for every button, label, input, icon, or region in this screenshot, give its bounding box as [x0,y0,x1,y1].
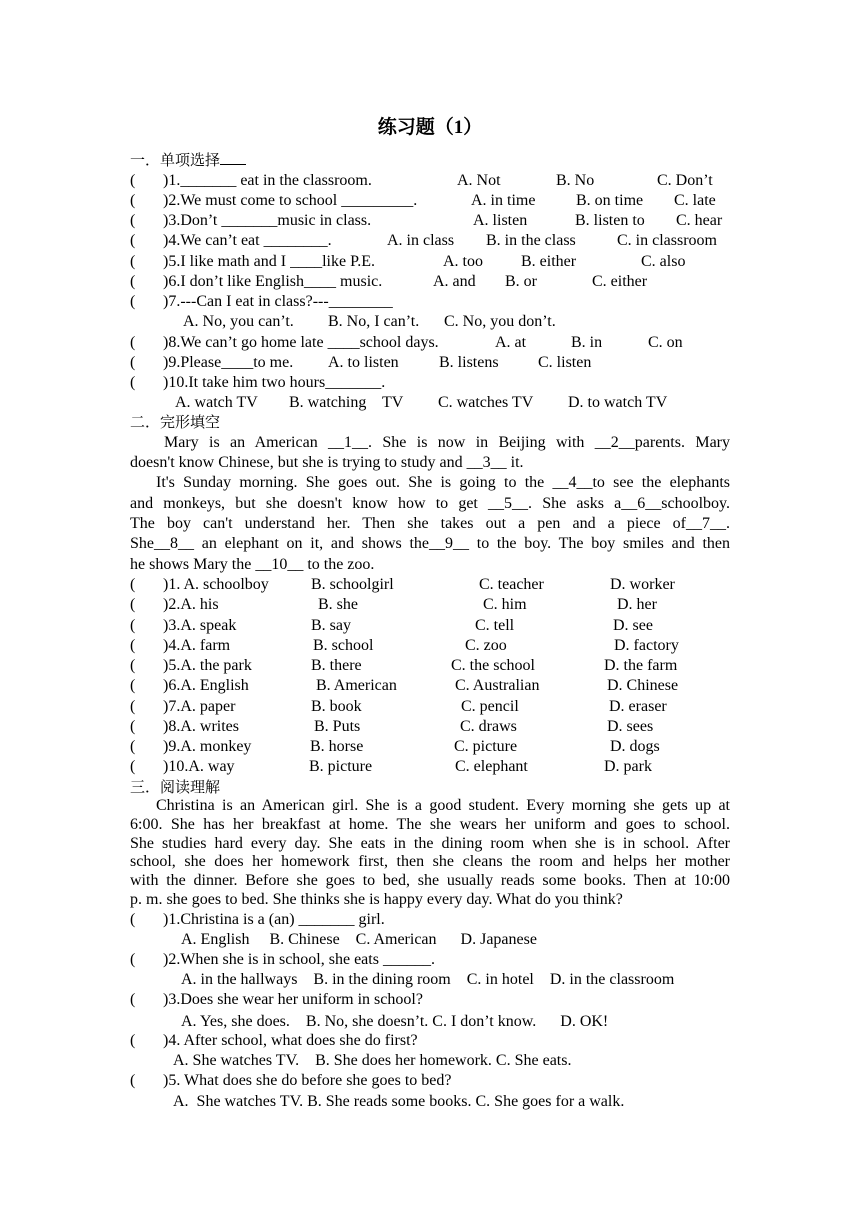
option-c: C. listen [538,354,592,371]
question-text: )3.Don’t _______music in class. [163,212,372,229]
cloze-paragraph-1-line-1: Mary is an American __1__. She is now in Beijing with __2__parents. Mary [164,434,730,451]
question-text: )1.Christina is a (an) _______ girl. [163,911,385,928]
answer-paren: ( [130,232,136,249]
option-a: )1. A. schoolboy [163,576,269,593]
answer-paren: ( [130,657,136,674]
question-text: )6.I don’t like English____ music. [163,273,383,290]
option-a: A. and [433,273,476,290]
answer-paren: ( [130,617,136,634]
answer-paren: ( [130,192,136,209]
answer-paren: ( [130,273,136,290]
reading-question [130,950,730,970]
option-c: C. draws [460,718,517,735]
option-a: )7.A. paper [163,698,236,715]
option-d: D. worker [610,576,675,593]
option-a: )8.A. writes [163,718,239,735]
option-c: C. Don’t [657,172,713,189]
question-text: )7.---Can I eat in class?---________ [163,293,393,310]
q7-options [183,312,683,332]
answer-paren: ( [130,212,136,229]
option-b: B. she [318,596,358,613]
option-c: C. late [674,192,716,209]
option-c: C. hear [676,212,723,229]
reading-passage-line: school, she does her homework first, then she cleans the room and helps her mother [130,853,730,870]
reading-passage-line: She studies hard every day. She eats in the dining room when she is in school. After [130,835,730,852]
answer-paren: ( [130,596,136,613]
option-d: D. dogs [610,738,660,755]
option-d: D. the farm [604,657,678,674]
option-c: C. pencil [461,698,519,715]
option-b: B. listen to [575,212,645,229]
answer-paren: ( [130,698,136,715]
option-b: B. No, I can’t. [328,313,420,330]
option-b: B. American [316,677,397,694]
option-a: A. No, you can’t. [183,313,294,330]
q10-options [175,393,695,413]
option-b: B. on time [576,192,644,209]
reading-question-options: A. She watches TV. B. She does her homework. C. She eats. [173,1052,572,1069]
reading-question [130,910,730,930]
single-choice-question [130,292,730,312]
answer-paren: ( [130,172,136,189]
option-a: A. Not [457,172,501,189]
answer-paren: ( [130,576,136,593]
option-b: B. watching TV [289,394,404,411]
option-a: )3.A. speak [163,617,237,634]
answer-paren: ( [130,334,136,351]
option-d: D. her [617,596,657,613]
option-b: B. school [313,637,374,654]
option-d: D. see [613,617,653,634]
option-c: C. the school [451,657,535,674]
cloze-question [130,737,730,757]
question-text: )8.We can’t go home late ____school days. [163,334,439,351]
cloze-question [130,757,730,777]
cloze-paragraph-2-line-4: She__8__ an elephant on it, and shows the__9__ to the boy. The boy smiles and then [130,535,730,552]
cloze-paragraph-2-line-5: he shows Mary the __10__ to the zoo. [130,556,375,573]
option-d: D. park [604,758,652,775]
section-2-heading: 二．完形填空 [130,413,221,431]
section-1-heading: 一．单项选择 [130,150,246,170]
option-a: A. to listen [328,354,399,371]
option-b: B. horse [310,738,364,755]
reading-question [130,1071,730,1091]
option-b: B. either [521,253,577,270]
cloze-paragraph-2-line-2: and monkeys, but she doesn't know how to get __5__. She asks a__6__schoolboy. [130,495,730,512]
reading-question-options: A. She watches TV. B. She reads some books. C. She goes for a walk. [173,1093,625,1110]
cloze-question [130,717,730,737]
cloze-question [130,697,730,717]
reading-question-options: A. in the hallways B. in the dining room C. in hotel D. in the classroom [181,971,675,988]
answer-paren: ( [130,253,136,270]
question-text: )9.Please____to me. [163,354,294,371]
cloze-question [130,616,730,636]
cloze-question [130,575,730,595]
answer-paren: ( [130,718,136,735]
option-a: )4.A. farm [163,637,231,654]
option-b: B. picture [309,758,373,775]
option-b: B. in the class [486,232,576,249]
reading-passage-line: Christina is an American girl. She is a good student. Every morning she gets up at [156,797,730,814]
option-c: C. picture [454,738,518,755]
option-a: )5.A. the park [163,657,252,674]
answer-paren: ( [130,677,136,694]
option-b: B. schoolgirl [311,576,394,593]
option-c: C. teacher [479,576,544,593]
option-a: A. watch TV [175,394,258,411]
reading-passage-line: with the dinner. Before she goes to bed, she usually reads some books. Then at 10:00 [130,872,730,889]
option-b: B. book [311,698,362,715]
answer-paren: ( [130,738,136,755]
cloze-question [130,595,730,615]
option-c: C. watches TV [438,394,534,411]
cloze-paragraph-2-line-1: It's Sunday morning. She goes out. She is going to the __4__to see the elephants [156,474,730,491]
question-text: )2.We must come to school _________. [163,192,418,209]
option-a: A. in time [471,192,536,209]
cloze-question [130,636,730,656]
option-b: B. Puts [314,718,361,735]
question-text: )10.It take him two hours_______. [163,374,386,391]
option-b: B. say [311,617,351,634]
reading-question [130,1031,730,1051]
page-title: 练习题（1） [377,117,483,138]
answer-paren: ( [130,1032,136,1049]
single-choice-question [130,211,730,231]
option-c: C. zoo [465,637,507,654]
option-d: D. factory [614,637,679,654]
single-choice-question [130,171,730,191]
option-a: )2.A. his [163,596,219,613]
cloze-paragraph-1-line-2: doesn't know Chinese, but she is trying to study and __3__ it. [130,454,524,471]
option-d: D. to watch TV [568,394,668,411]
answer-paren: ( [130,911,136,928]
cloze-question [130,676,730,696]
answer-paren: ( [130,637,136,654]
reading-question-options: A. English B. Chinese C. American D. Japanese [181,931,537,948]
single-choice-question [130,373,730,393]
option-c: C. in classroom [617,232,717,249]
option-c: C. either [592,273,648,290]
option-a: )10.A. way [163,758,235,775]
option-a: A. in class [387,232,455,249]
option-c: C. also [641,253,686,270]
question-text: )4.We can’t eat ________. [163,232,332,249]
answer-paren: ( [130,374,136,391]
reading-question [130,990,730,1010]
option-c: C. elephant [455,758,528,775]
option-d: D. eraser [609,698,667,715]
option-a: A. too [443,253,483,270]
option-c: C. on [648,334,683,351]
single-choice-question [130,252,730,272]
answer-paren: ( [130,758,136,775]
cloze-paragraph-2-line-3: The boy can't understand her. Then she takes out a pen and a piece of__7__. [130,515,730,532]
single-choice-question [130,191,730,211]
question-text: )3.Does she wear her uniform in school? [163,991,423,1008]
single-choice-question [130,272,730,292]
option-c: C. him [483,596,527,613]
single-choice-question [130,231,730,251]
reading-question-options: A. Yes, she does. B. No, she doesn’t. C. I don’t know. D. OK! [181,1013,609,1030]
answer-paren: ( [130,951,136,968]
option-d: D. sees [607,718,654,735]
question-text: )1._______ eat in the classroom. [163,172,372,189]
option-d: D. Chinese [607,677,679,694]
single-choice-question [130,333,730,353]
question-text: )5.I like math and I ____like P.E. [163,253,375,270]
answer-paren: ( [130,1072,136,1089]
option-a: A. listen [473,212,528,229]
answer-paren: ( [130,354,136,371]
option-b: B. in [571,334,603,351]
question-text: )4. After school, what does she do first? [163,1032,418,1049]
question-text: )5. What does she do before she goes to bed? [163,1072,452,1089]
reading-passage-line: p. m. she goes to bed. She thinks she is happy every day. What do you think? [130,891,623,908]
option-b: B. listens [439,354,499,371]
option-c: C. tell [475,617,515,634]
option-a: )9.A. monkey [163,738,252,755]
option-c: C. Australian [455,677,540,694]
option-b: B. or [505,273,537,290]
option-b: B. No [556,172,595,189]
reading-passage-line: 6:00. She has her breakfast at home. The she wears her uniform and goes to school. [130,816,730,833]
answer-paren: ( [130,293,136,310]
option-c: C. No, you don’t. [444,313,556,330]
option-a: )6.A. English [163,677,249,694]
answer-paren: ( [130,991,136,1008]
section-3-heading: 三．阅读理解 [130,778,221,796]
cloze-question [130,656,730,676]
option-a: A. at [495,334,527,351]
single-choice-question [130,353,730,373]
question-text: )2.When she is in school, she eats ______. [163,951,435,968]
option-b: B. there [311,657,362,674]
